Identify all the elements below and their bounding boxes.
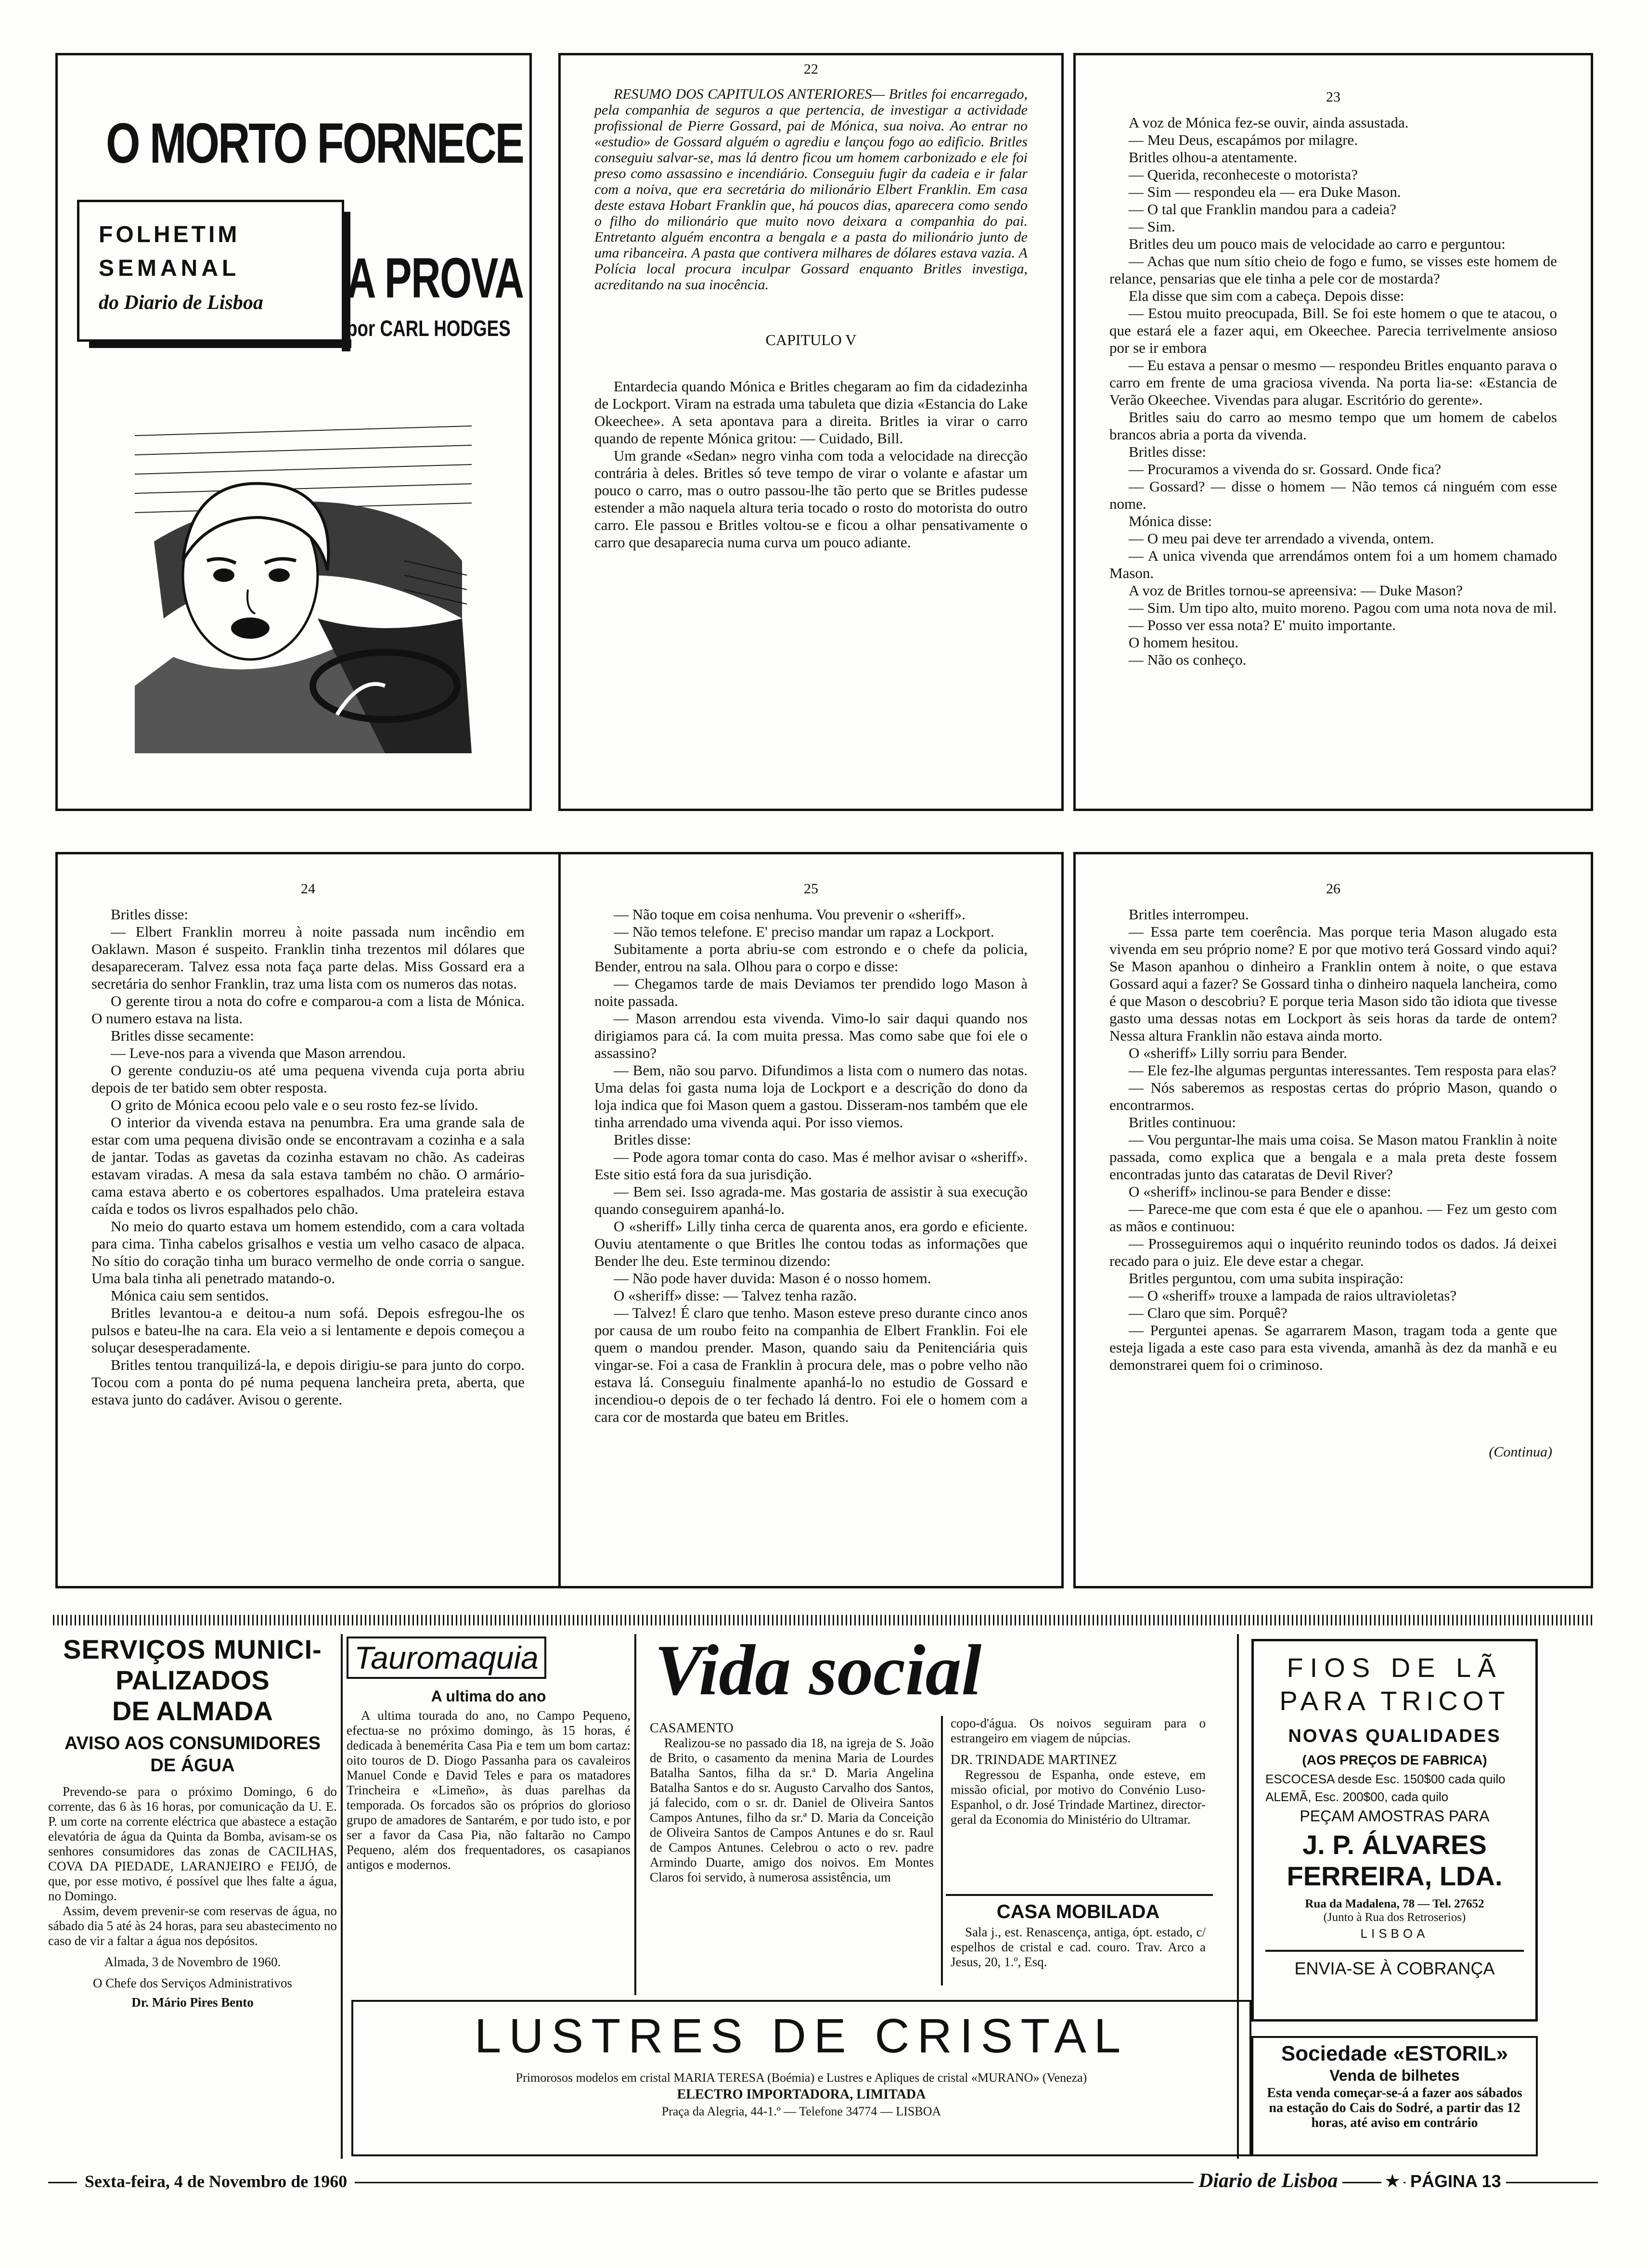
paragraph: Britles continuou:	[1129, 1114, 1236, 1131]
ad-fios	[1251, 1639, 1538, 2022]
paragraph: — Não os conheço.	[1129, 651, 1247, 668]
chapter-heading: CAPITULO V	[765, 331, 857, 348]
paragraph: Britles disse:	[111, 906, 189, 923]
serial-title-panel	[55, 53, 532, 811]
paragraph: O interior da vivenda estava na penumbra. Era uma grande sala de estar com uma pequena divisão onde se encontravam a cozinha e a sala de jantar. Todas as gavetas da cozinha estavam no chão. As cadeiras estavam viradas. A mesa da sala estava também no chão. O armário-cama estava aberto e os cobertores espalhados. Uma prateleira estava caída e todos os livros espalhados pelo chão.	[91, 1114, 525, 1217]
vida-sec2: DR. TRINDADE MARTINEZ	[951, 1753, 1117, 1767]
serial-author: por CARL HODGES	[347, 316, 511, 341]
panel-22	[558, 53, 1064, 811]
fios-line5: PEÇAM AMOSTRAS PARA	[1300, 1807, 1490, 1825]
almada-title1: SERVIÇOS MUNICI-	[63, 1634, 322, 1664]
divider	[634, 1634, 636, 1995]
paragraph: — Gossard? — disse o homem — Não temos cá ninguém com esse nome.	[1109, 478, 1557, 512]
ad-estoril	[1251, 2036, 1538, 2156]
almada-title3: DE ALMADA	[112, 1696, 273, 1726]
vida-sec1: CASAMENTO	[650, 1721, 734, 1736]
vida-title: Vida social	[655, 1630, 982, 1710]
serial-illustration	[135, 416, 472, 753]
paragraph: O «sheriff» inclinou-se para Bender e disse:	[1129, 1183, 1391, 1200]
almada-body	[48, 1784, 337, 1948]
serial-title-top: O MORTO FORNECE	[106, 112, 523, 175]
tauro-body: A ultima tourada do ano, no Campo Pequeno, efectua-se no próximo domingo, às 15 horas, é dedicada à benemérita Casa Pia e tem um bom cartaz: oito touros de D. Diogo Passanha para os cavaleiros Manuel Conde e David Teles e para os matadores Trincheira e «Limeño», às duas parelhas da temporada. Os forcados são os próprios do glorioso grupo de amadores de Santarém, e por tudo isto, e por ser a favor da Casa Pia, não faltarão no Campo Pequeno, além dos frequentadores, os casapianos antigos e modernos.	[347, 1708, 631, 1872]
paragraph: O homem hesitou.	[1129, 634, 1239, 651]
paragraph: — Nós saberemos as respostas certas do próprio Mason, quando o encontrarmos.	[1109, 1079, 1557, 1113]
summary-text	[561, 86, 1061, 293]
paragraph: Assim, devem prevenir-se com reservas de água, no sábado dia 5 até às 24 horas, para seu abastecimento no caso de vir a faltar a água nos depósitos.	[48, 1904, 337, 1948]
paragraph: — Parece-me que com esta é que ele o apanhou. — Fez um gesto com as mãos e continuou:	[1109, 1200, 1557, 1235]
paragraph: Subitamente a porta abriu-se com estrondo e o chefe da policia, Bender, entrou na sala. Olhou para o corpo e disse:	[594, 941, 1028, 975]
estoril-title: Sociedade «ESTORIL»	[1281, 2042, 1508, 2065]
paragraph: — Chegamos tarde de mais Deviamos ter prendido logo Mason à noite passada.	[594, 975, 1028, 1009]
paragraph: Britles olhou-a atentamente.	[1129, 149, 1298, 166]
paragraph: Britles tentou tranquilizá-la, e depois dirigiu-se para junto do corpo. Tocou com a ponta do pé numa pequena lancheira preta, aberta, que estava junto do cadáver. Avisou o gerente.	[91, 1356, 525, 1408]
panel-number: 25	[804, 881, 818, 897]
paragraph: — A unica vivenda que arrendámos ontem foi a um homem chamado Mason.	[1109, 547, 1557, 581]
paragraph: — Não pode haver duvida: Mason é o nosso homem.	[614, 1270, 931, 1287]
paragraph: — Perguntei apenas. Se agarrarem Mason, tragam toda a gente que esteja ligada a este caso para esta vivenda, amanhã às dez da manhã e eu demonstrarei quem foi o criminoso.	[1109, 1322, 1557, 1373]
divider	[1237, 1634, 1239, 2159]
paragraph: — Eu estava a pensar o mesmo — respondeu Britles enquanto parava o carro em frente de uma graciosa vivenda. Na porta lia-se: «Estancia de Verão Okeechee. Vivendas para alugar. Escritório do gerente».	[1109, 357, 1557, 408]
paragraph: No meio do quarto estava um homem estendido, com a cara voltada para cima. Tinha cabelos grisalhos e vestia um velho casaco de alpaca. No sítio do coração tinha um buraco vermelho de onde corria o sangue. Uma bala tinha ali penetrado matando-o.	[91, 1218, 525, 1287]
almada-subtitle1: AVISO AOS CONSUMIDORES	[64, 1733, 321, 1753]
panel-23	[1073, 53, 1593, 811]
footer-paper: Diario de Lisboa	[1194, 2169, 1342, 2192]
panel-number: 26	[1326, 881, 1340, 897]
ad-lustres	[351, 2000, 1251, 2156]
paragraph: A voz de Britles tornou-se apreensiva: — Duke Mason?	[1129, 582, 1463, 599]
panel-24-body	[58, 906, 558, 1408]
paragraph: O «sheriff» Lilly sorriu para Bender.	[1129, 1044, 1347, 1061]
tauro-sub: A ultima do ano	[431, 1688, 546, 1705]
fios-addr1: Rua da Madalena, 78 — Tel. 27652	[1305, 1897, 1484, 1910]
paragraph: — Bem sei. Isso agrada-me. Mas gostaria de assistir à sua execução quando conseguirem apanhá-lo.	[594, 1183, 1028, 1217]
lustres-line3: Praça da Alegria, 44-1.º — Telefone 34774 — LISBOA	[661, 2104, 941, 2118]
paragraph: — Procuramos a vivenda do sr. Gossard. Onde fica?	[1129, 461, 1442, 477]
paragraph: Britles disse:	[1129, 443, 1207, 460]
footer-page: PÁGINA 13	[1405, 2171, 1506, 2191]
fios-line2: (AOS PREÇOS DE FABRICA)	[1302, 1753, 1487, 1767]
panel-22-body	[561, 378, 1061, 551]
paragraph: Realizou-se no passado dia 18, na igreja de S. João de Brito, o casamento da menina Maria de Lourdes Batalha Santos, filha da sr.ª D. Maria Angelina Batalha Santos e do sr. Augusto Carvalho dos Santos, já falecido, com o sr. dr. Daniel de Oliveira Santos Campos Antunes, filho da sr.ª D. Maria da Conceição de Oliveira Santos de Campos Antunes e do sr. Raul de Campos Antunes. Celebrou o acto o rev. padre Armindo Duarte, amigo dos noivos. Em Montes Claros foi servido, à numerosa assistência, um	[650, 1736, 934, 1884]
paragraph: O gerente conduziu-os até uma pequena vivenda cuja porta abriu depois de ter batido sem obter resposta.	[91, 1062, 525, 1096]
paragraph: Britles disse secamente:	[111, 1027, 254, 1044]
estoril-body: Esta venda começar-se-á a fazer aos sábados na estação do Cais do Sodré, a partir das 12 horas, até aviso em contrário	[1267, 2086, 1522, 2130]
lustres-line1: Primorosos modelos em cristal MARIA TERESA (Boémia) e Lustres e Apliques de cristal «MURANO» (Veneza)	[515, 2071, 1087, 2085]
folhetim-line3: do Diario de Lisboa	[99, 292, 263, 314]
star-icon: ★	[1381, 2170, 1403, 2192]
paragraph: — Pode agora tomar conta do caso. Mas é melhor avisar o «sheriff». Este sitio está fora da sua jurisdição.	[594, 1148, 1028, 1183]
fios-line3: ESCOCESA desde Esc. 150$00 cada quilo	[1265, 1772, 1506, 1786]
footer-date: Sexta-feira, 4 de Novembro de 1960	[77, 2171, 355, 2191]
almada-subtitle2: DE ÁGUA	[150, 1755, 235, 1776]
paragraph: — Sim.	[1129, 218, 1175, 235]
paragraph: — O meu pai deve ter arrendado a vivenda, ontem.	[1129, 530, 1434, 547]
paragraph: — Bem, não sou parvo. Difundimos a lista com o numero das notas. Uma delas foi gasta numa loja de Lockport e a descrição do dono da loja indica que foi Mason quem a gastou. Disseram-nos também que ele tinha arrendado uma vivenda aqui. Por isso viemos.	[594, 1062, 1028, 1131]
fios-line4: ALEMÃ, Esc. 200$00, cada quilo	[1265, 1790, 1449, 1804]
panel-23-body	[1076, 114, 1591, 669]
almada-sign1: O Chefe dos Serviços Administrativos	[93, 1976, 292, 1990]
almada-date: Almada, 3 de Novembro de 1960.	[104, 1955, 281, 1969]
almada-title2: PALIZADOS	[116, 1665, 270, 1695]
casa-title: CASA MOBILADA	[996, 1901, 1160, 1922]
divider	[941, 1716, 943, 1985]
folhetim-line1: FOLHETIM	[99, 222, 240, 247]
lustres-line2: ELECTRO IMPORTADORA, LIMITADA	[677, 2087, 926, 2102]
paragraph: — Leve-nos para a vivenda que Mason arrendou.	[111, 1044, 406, 1061]
divider	[946, 1894, 1213, 1896]
paragraph: — Vou perguntar-lhe mais uma coisa. Se Mason matou Franklin à noite passada, como explica que a bengala e a mala preta deste fossem encontradas junto das cataratas de Devil River?	[1109, 1131, 1557, 1183]
paragraph: Britles interrompeu.	[1129, 906, 1249, 923]
paragraph: Britles saiu do carro ao mesmo tempo que um homem de cabelos brancos abria a porta da vivenda.	[1109, 409, 1557, 443]
panel-number: 24	[301, 881, 315, 897]
paragraph: — Talvez! É claro que tenho. Mason esteve preso durante cinco anos por causa de um roubo feito na companhia de Elbert Franklin. Foi ele quem o mandou prender. Mason, quando saiu da Penitenciária quis vingar-se. Foi a casa de Franklin à procura dele, mas o pobre velho não estava lá. Conseguiu finalmente apanhá-lo no estudio de Gossard e incendiou-o depois de o ter fechado lá dentro. Foi ele o homem com a cara cor de mostarda que bateu em Britles.	[594, 1304, 1028, 1425]
fios-line1: NOVAS QUALIDADES	[1288, 1726, 1501, 1746]
paragraph: — Mason arrendou esta vivenda. Vimo-lo sair daqui quando nos dirigiamos para cá. Ia com muita pressa. Mas como sabe que foi ele o assassino?	[594, 1010, 1028, 1061]
paragraph: copo-d'água. Os noivos seguiram para o estrangeiro em viagem de núpcias.	[951, 1716, 1206, 1745]
almada-sign2: Dr. Mário Pires Bento	[131, 1995, 254, 2010]
panel-26	[1073, 852, 1593, 1588]
paragraph: — Claro que sim. Porquê?	[1129, 1304, 1288, 1321]
fios-addr2: (Junto à Rua dos Retroserios)	[1323, 1911, 1466, 1924]
paragraph: Regressou de Espanha, onde esteve, em missão oficial, por motivo do Convénio Luso-Espanhol, o dr. José Trindade Martinez, director-geral da Economia do Ministério do Ultramar.	[951, 1767, 1206, 1827]
folhetim-line2: SEMANAL	[99, 256, 240, 281]
folhetim-shadow-bottom	[89, 339, 351, 348]
lustres-title: LUSTRES DE CRISTAL	[474, 2009, 1129, 2063]
paragraph: — Achas que num sítio cheio de fogo e fumo, se visses este homem de relance, pensarias que ele tinha a pele cor de mostarda?	[1109, 253, 1557, 287]
folhetim-box	[77, 200, 344, 342]
tauro-title: Tauromaquia	[347, 1637, 546, 1679]
fios-firm2: FERREIRA, LDA.	[1287, 1861, 1503, 1891]
paragraph: — Essa parte tem coerência. Mas porque teria Mason alugado esta vivenda em seu próprio nome? E por que motivo terá Gossard vindo aqui? Se Mason apanhou o dinheiro a Franklin ontem à noite, o que estava Gossard aqui a fazer? Se Gossard tinha o dinheiro naquela lancheira, como é que Mason o descobriu? E porque teria Mason sido tão idiota que tivesse gasto uma dessas notas em Lockport às seis horas da tarde de ontem? Nessa altura Franklin não estava ainda morto.	[1109, 923, 1557, 1044]
paragraph: Um grande «Sedan» negro vinha com toda a velocidade na direcção contrária à deles. Britles só teve tempo de virar o volante e afastar um pouco o carro, mas o outro passou-lhe tão perto que se Britles pudesse estender a mão naquela altura teria tocado o rosto do motorista do outro carro. Ele passou e Britles voltou-se e ficou a olhar pensativamente o carro que desaparecia numa curva um pouco adiante.	[594, 447, 1028, 551]
ad-vida-social	[640, 1630, 1213, 1990]
paragraph: Britles perguntou, com uma subita inspiração:	[1129, 1270, 1404, 1287]
panel-25-body	[561, 906, 1061, 1426]
divider	[341, 1634, 343, 2159]
paragraph: — Prosseguiremos aqui o inquérito reunindo todos os dados. Já deixei recado para o juiz. Ele deve estar a chegar.	[1109, 1235, 1557, 1269]
fios-firm1: J. P. ÁLVARES	[1302, 1830, 1487, 1860]
paragraph: — Não temos telefone. E' preciso mandar um rapaz a Lockport.	[614, 923, 994, 940]
vida-col1	[650, 1721, 934, 1885]
paragraph: — Sim. Um tipo alto, muito moreno. Pagou com uma nota nova de mil.	[1129, 599, 1557, 616]
paragraph: — Meu Deus, escapámos por milagre.	[1129, 131, 1358, 148]
paragraph: — Querida, reconheceste o motorista?	[1129, 166, 1358, 183]
panel-24	[55, 852, 561, 1588]
panel-number: 23	[1326, 89, 1340, 105]
fios-title2: PARA TRICOT	[1279, 1686, 1510, 1716]
paragraph: Entardecia quando Mónica e Britles chegaram ao fim da cidadezinha de Lockport. Viram na estrada uma tabuleta que dizia «Estancia do Lake Okeechee». A seta apontava para a direita. Britles ia virar o carro quando de repente Mónica gritou: — Cuidado, Bill.	[594, 378, 1028, 447]
paragraph: A voz de Mónica fez-se ouvir, ainda assustada.	[1129, 114, 1409, 131]
paragraph: — Sim — respondeu ela — era Duke Mason.	[1129, 183, 1401, 200]
paragraph: Britles deu um pouco mais de velocidade ao carro e perguntou:	[1129, 235, 1506, 252]
paragraph: Britles disse:	[614, 1131, 692, 1148]
panel-26-body	[1076, 906, 1591, 1374]
serial-title-bottom: A PROVA	[347, 246, 524, 310]
paragraph: Prevendo-se para o próximo Domingo, 6 do corrente, das 6 às 16 horas, por comunicação da U. E. P. um corte na corrente eléctrica que abastece a estação elevatória de água da Quinta da Bomba, avisam-se os senhores consumidores das zonas de CACILHAS, COVA DA PIEDADE, LARANJEIRO e FEIJÓ, de que, por esse motivo, é possível que lhes falte a água, no Domingo.	[48, 1784, 337, 1903]
paragraph: Britles levantou-a e deitou-a num sofá. Depois esfregou-lhe os pulsos e bateu-lhe na cara. Ela veio a si lentamente e depois começou a soluçar desesperadamente.	[91, 1304, 525, 1356]
paragraph: — Ele fez-lhe algumas perguntas interessantes. Tem resposta para elas?	[1129, 1062, 1557, 1079]
fios-title1: FIOS DE LÃ	[1287, 1652, 1503, 1683]
paragraph: — Não toque em coisa nenhuma. Vou prevenir o «sheriff».	[614, 906, 966, 923]
estoril-sub: Venda de bilhetes	[1329, 2067, 1460, 2084]
casa-body: Sala j., est. Renascença, antiga, ópt. estado, c/ espelhos de cristal e cad. couro. Trav. Arco a Jesus, 20, 1.º, Esq.	[951, 1925, 1206, 1969]
panel-25	[558, 852, 1064, 1588]
paragraph: Mónica disse:	[1129, 513, 1212, 529]
paragraph: O gerente tirou a nota do cofre e comparou-a com a lista de Mónica. O numero estava na lista.	[91, 992, 525, 1027]
paragraph: O «sheriff» disse: — Talvez tenha razão.	[614, 1287, 857, 1304]
ad-casa-mobilada	[951, 1901, 1206, 1970]
paragraph: — Posso ver essa nota? E' muito importante.	[1129, 617, 1396, 633]
vida-col2	[951, 1716, 1206, 1827]
separator-rule	[53, 1615, 1593, 1625]
continua-label: (Continua)	[1489, 1444, 1552, 1460]
paragraph: — Estou muito preocupada, Bill. Se foi este homem o que te atacou, o que estará ele a fazer aqui, em Okeechee. Parecia terrivelmente ansioso por se ir embora	[1109, 305, 1557, 356]
fios-footer: ENVIA-SE À COBRANÇA	[1265, 1950, 1524, 1979]
paragraph: — O «sheriff» trouxe a lampada de raios ultravioletas?	[1129, 1287, 1457, 1304]
fios-city: LISBOA	[1360, 1926, 1429, 1941]
paragraph: O «sheriff» Lilly tinha cerca de quarenta anos, era gordo e eficiente. Ouviu atentamente o que Britles lhe contou todas as informações que Bender lhe deu. Este terminou dizendo:	[594, 1218, 1028, 1269]
summary-paragraph: RESUMO DOS CAPITULOS ANTERIORES— Britles foi encarregado, pela companhia de seguros a que pertencia, de investigar a actividade profissional de Pierre Gossard, pai de Mónica, sua noiva. Ao entrar no «estudio» de Gossard alguém o agrediu e lançou fogo ao edificio. Britles conseguiu salvar-se, mas lá dentro ficou um homem carbonizado e ele foi preso como assassino e incendiário. Conseguiu fugir da cadeia e ir falar com a noiva, que era secretária do milionário Elbert Franklin. Em casa deste estava Hobart Franklin que, há poucos dias, aparecera como sendo o filho do milionário que muito novo deixara a companhia do pai. Entretanto alguém encontra a bengala e a pasta do milionário junto de uma ribanceira. A pasta que contivera milhares de dólares estava vazia. A Polícia local procura inculpar Gossard enquanto Britles investiga, acreditando na sua inocência.	[594, 86, 1028, 293]
footer-bar	[48, 2168, 1598, 2197]
ad-almada	[48, 1634, 337, 2161]
paragraph: O grito de Mónica ecoou pelo vale e o seu rosto fez-se lívido.	[111, 1096, 478, 1113]
ad-tauromaquia	[347, 1637, 631, 1973]
paragraph: — Elbert Franklin morreu à noite passada num incêndio em Oaklawn. Mason é suspeito. Franklin tinha trezentos mil dólares que desapareceram. Talvez essa nota faça parte delas. Miss Gossard era a secretária do senhor Franklin, traz uma lista com os numeros das notas.	[91, 923, 525, 992]
paragraph: — O tal que Franklin mandou para a cadeia?	[1129, 201, 1397, 218]
paragraph: Mónica caiu sem sentidos.	[111, 1287, 269, 1304]
panel-number: 22	[804, 61, 818, 77]
paragraph: Ela disse que sim com a cabeça. Depois disse:	[1129, 287, 1404, 304]
